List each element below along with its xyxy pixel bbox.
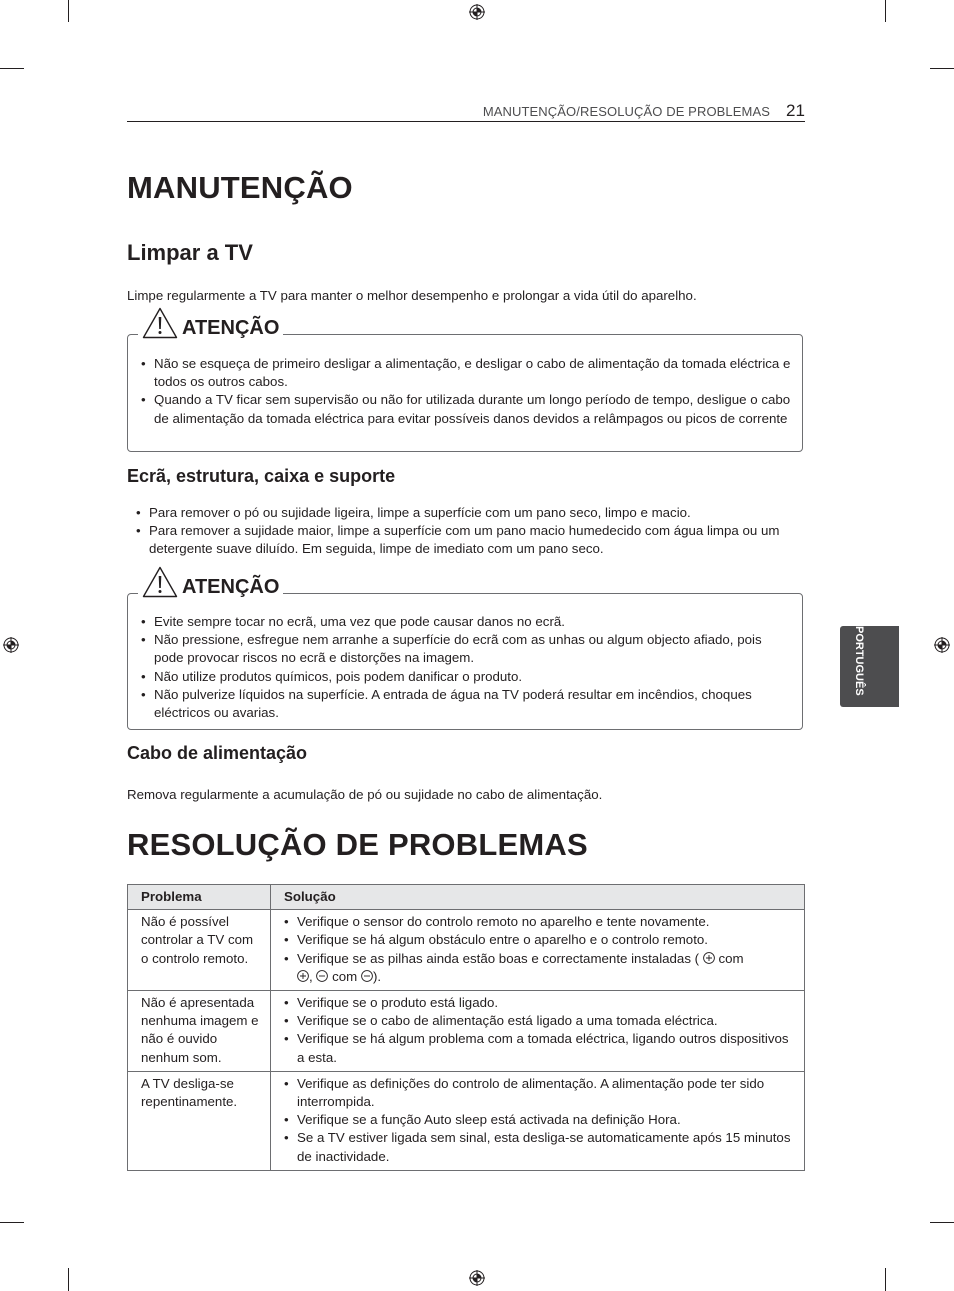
crop-mark: [68, 1268, 69, 1291]
battery-text: com: [718, 950, 744, 966]
section-title-maintenance: MANUTENÇÃO: [127, 170, 353, 205]
caution-item: • Evite sempre tocar no ecrã, uma vez que pode causar danos no ecrã.: [141, 613, 792, 631]
solution-cell: [271, 991, 805, 1072]
warning-triangle-icon: [142, 566, 178, 598]
table-row: [128, 910, 805, 991]
minus-circle-icon: [316, 970, 328, 982]
solution-list: [284, 994, 794, 1067]
battery-text: Verifique se as pilhas ainda estão boas e correctamente instaladas (: [297, 950, 700, 966]
page-number: 21: [786, 101, 805, 120]
table-row: [128, 991, 805, 1072]
crop-mark: [885, 0, 886, 22]
power-cord-text: Remova regularmente a acumulação de pó ou sujidade no cabo de alimentação.: [127, 787, 603, 802]
problem-cell: Não é apresentada nenhuma imagem e não é ouvido nenhum som.: [128, 991, 271, 1072]
table-row: [128, 1071, 805, 1170]
caution-item: • Não pulverize líquidos na superfície. A entrada de água na TV poderá resultar em incêndios, choques eléctricos ou avarias.: [141, 686, 792, 722]
list-item: • Para remover o pó ou sujidade ligeira, limpe a superfície com um pano seco, limpo e macio.: [136, 504, 804, 522]
plus-circle-icon: [297, 970, 309, 982]
caution-box: [127, 576, 803, 730]
caution-item: • Não se esqueça de primeiro desligar a alimentação, e desligar o cabo de alimentação da tomada eléctrica e todos os outros cabos.: [141, 355, 792, 391]
minus-circle-icon: [361, 970, 373, 982]
language-side-tab: [840, 626, 899, 707]
caution-item: • Não utilize produtos químicos, pois podem danificar o produto.: [141, 668, 792, 686]
crop-mark: [885, 1268, 886, 1291]
registration-mark-icon: [469, 4, 485, 20]
battery-text: com: [332, 968, 358, 984]
plus-circle-icon: [703, 952, 715, 964]
column-header-problem: Problema: [128, 885, 271, 910]
header-rule: [127, 121, 805, 122]
caution-header: [138, 309, 283, 339]
caution-item: • Não pressione, esfregue nem arranhe a superfície do ecrã com as unhas ou algum objecto afiado, pois pode provocar riscos no ecrã e distorções na imagem.: [141, 631, 792, 667]
caution-title: ATENÇÃO: [182, 317, 280, 339]
solution-item: • Verifique se há algum obstáculo entre o aparelho e o controlo remoto.: [284, 931, 794, 949]
caution-box: [127, 317, 803, 452]
solution-item: • Verifique se a função Auto sleep está activada na definição Hora.: [284, 1111, 794, 1129]
solution-item: • Verifique as definições do controlo de alimentação. A alimentação pode ter sido interrompida.: [284, 1075, 794, 1111]
solution-item: • Verifique se o produto está ligado.: [284, 994, 794, 1012]
caution-header: [138, 568, 283, 598]
solution-list: [284, 913, 794, 986]
solution-item: • Verifique se há algum problema com a tomada eléctrica, ligando outros dispositivos a esta.: [284, 1030, 794, 1066]
warning-triangle-icon: [142, 307, 178, 339]
solution-list: [284, 1075, 794, 1166]
problem-cell: Não é possível controlar a TV com o controlo remoto.: [128, 910, 271, 991]
solution-cell: [271, 910, 805, 991]
heading-power-cord: Cabo de alimentação: [127, 743, 308, 763]
heading-clean-tv: Limpar a TV: [127, 240, 253, 265]
problem-cell: A TV desliga-se repentinamente.: [128, 1071, 271, 1170]
battery-text: ,: [309, 968, 313, 984]
crop-mark: [0, 1222, 24, 1223]
section-title-troubleshooting: RESOLUÇÃO DE PROBLEMAS: [127, 827, 588, 862]
caution-list: [141, 355, 792, 428]
registration-mark-icon: [469, 1270, 485, 1286]
crop-mark: [930, 68, 954, 69]
language-label: PORTUGUÊS: [853, 626, 865, 696]
solution-cell: [271, 1071, 805, 1170]
caution-title: ATENÇÃO: [182, 576, 280, 598]
solution-item: [284, 950, 794, 986]
crop-mark: [0, 68, 24, 69]
battery-text: ).: [372, 968, 382, 984]
solution-item: • Verifique o sensor do controlo remoto no aparelho e tente novamente.: [284, 913, 794, 931]
screen-cleaning-list: [136, 504, 804, 559]
registration-mark-icon: [934, 637, 950, 653]
column-header-solution: Solução: [271, 885, 805, 910]
clean-tv-intro: Limpe regularmente a TV para manter o melhor desempenho e prolongar a vida útil do aparelho.: [127, 288, 697, 303]
running-head: MANUTENÇÃO/RESOLUÇÃO DE PROBLEMAS: [482, 104, 770, 119]
solution-item: • Se a TV estiver ligada sem sinal, esta desliga-se automaticamente após 15 minutos de inactividade.: [284, 1129, 794, 1165]
list-item: • Para remover a sujidade maior, limpe a superfície com um pano macio humedecido com água limpa ou um detergente suave diluído. Em seguida, limpe de imediato com um pano seco.: [136, 522, 804, 558]
troubleshooting-table: [127, 884, 805, 1171]
solution-item: • Verifique se o cabo de alimentação está ligado a uma tomada eléctrica.: [284, 1012, 794, 1030]
crop-mark: [68, 0, 69, 22]
crop-mark: [930, 1222, 954, 1223]
heading-screen: Ecrã, estrutura, caixa e suporte: [127, 466, 396, 486]
table-header-row: [128, 885, 805, 910]
caution-item: • Quando a TV ficar sem supervisão ou não for utilizada durante um longo período de tempo, desligue o cabo de alimentação da tomada eléctrica para evitar possíveis danos devidos a relâmpagos ou picos de corrente: [141, 391, 792, 427]
caution-list: [141, 613, 792, 722]
registration-mark-icon: [3, 637, 19, 653]
